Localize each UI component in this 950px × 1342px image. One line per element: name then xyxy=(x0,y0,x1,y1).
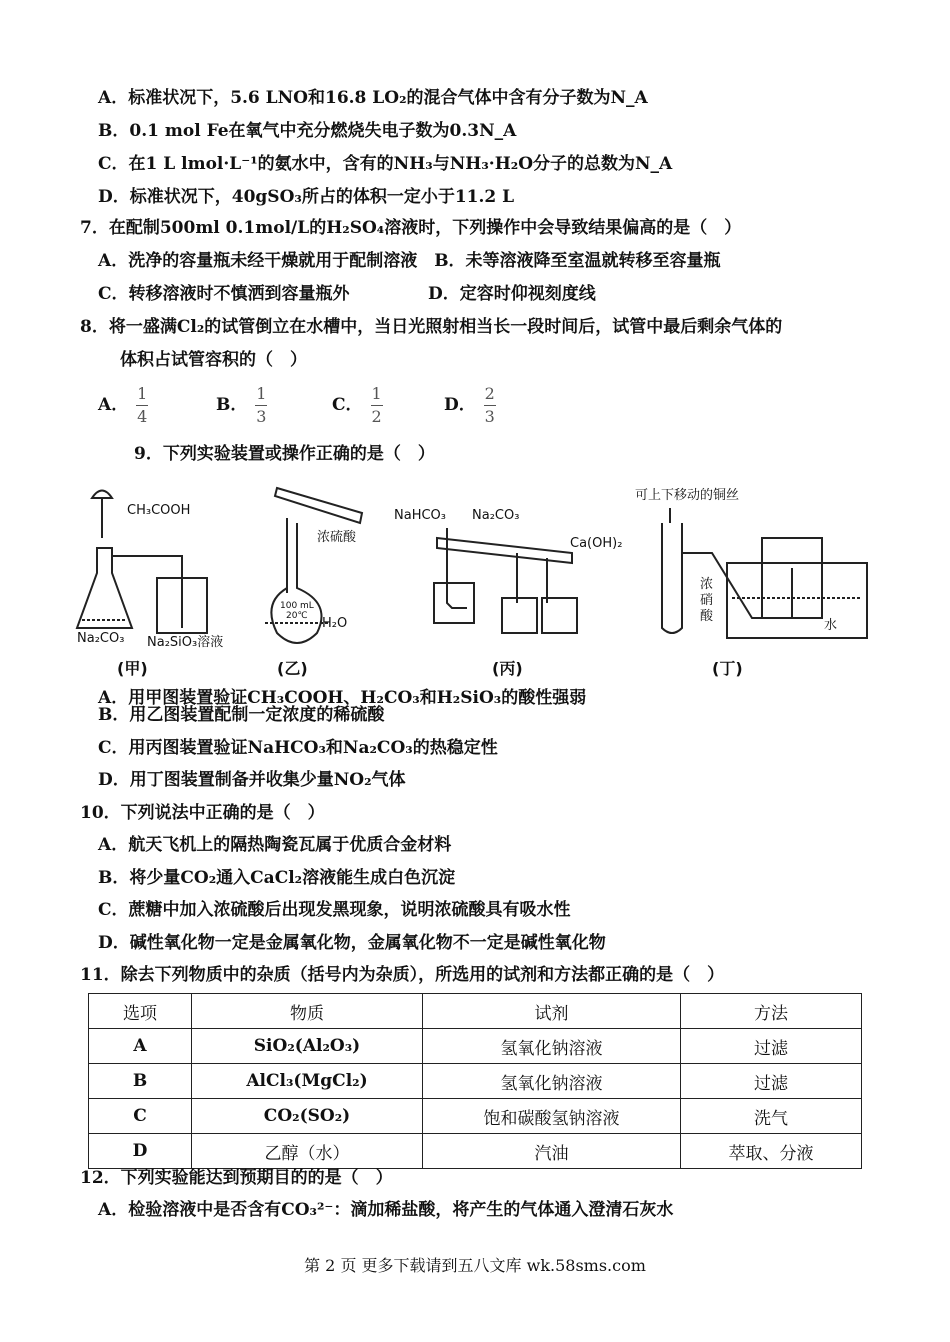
q11-table xyxy=(88,993,862,1169)
q8-option-b: B． $\frac{1}{3}$ xyxy=(216,384,267,426)
q6-option-d: D．标准状况下，40gSO₃所占的体积一定小于11.2 L xyxy=(98,187,515,207)
cell: B xyxy=(89,1064,192,1099)
q10-stem: 10．下列说法中正确的是（ ） xyxy=(80,803,325,823)
label-nong: 浓 xyxy=(700,577,714,592)
cell: SiO₂(Al₂O₃) xyxy=(192,1029,423,1064)
cell: 洗气 xyxy=(681,1099,862,1134)
label-xiao: 硝 xyxy=(700,593,714,608)
label-suan: 酸 xyxy=(700,609,714,624)
header-reagent: 试剂 xyxy=(423,994,681,1029)
q10-option-b: B．将少量CO₂通入CaCl₂溶液能生成白色沉淀 xyxy=(98,868,456,888)
header-method: 方法 xyxy=(681,994,862,1029)
q10-option-d: D．碱性氧化物一定是金属氧化物，金属氧化物不一定是碱性氧化物 xyxy=(98,933,606,953)
cell: 汽油 xyxy=(423,1134,681,1169)
q10-option-a: A．航天飞机上的隔热陶瓷瓦属于优质合金材料 xyxy=(98,835,452,855)
table-row xyxy=(89,1029,862,1064)
q9-option-d: D．用丁图装置制备并收集少量NO₂气体 xyxy=(98,770,406,790)
cell: AlCl₃(MgCl₂) xyxy=(192,1064,423,1099)
cell: CO₂(SO₂) xyxy=(192,1099,423,1134)
q9-option-b: B．用乙图装置配制一定浓度的稀硫酸 xyxy=(98,705,385,725)
q8-stem-line2: 体积占试管容积的（ ） xyxy=(120,350,307,370)
cell: 乙醇（水） xyxy=(192,1134,423,1169)
fraction: $\frac{1}{4}$ xyxy=(137,384,148,426)
q7-stem: 7．在配制500ml 0.1mol/L的H₂SO₄溶液时，下列操作中会导致结果偏高的是（ ） xyxy=(80,218,742,238)
q12-option-a: A．检验溶液中是否含有CO₃²⁻：滴加稀盐酸，将产生的气体通入澄清石灰水 xyxy=(98,1200,674,1220)
label-copper-wire: 可上下移动的铜丝 xyxy=(635,488,740,503)
label-100ml: 100 mL xyxy=(280,601,314,611)
cell: C xyxy=(89,1099,192,1134)
cell: 饱和碳酸氢钠溶液 xyxy=(423,1099,681,1134)
cell: D xyxy=(89,1134,192,1169)
caption-ding: (丁) xyxy=(712,659,743,678)
label-caoh2: Ca(OH)₂ xyxy=(570,536,623,551)
fraction: $\frac{2}{3}$ xyxy=(484,384,495,426)
q9-option-a: A．用甲图装置验证CH₃COOH、H₂CO₃和H₂SiO₃的酸性强弱 xyxy=(98,688,587,708)
q7-option-ab: A．洗净的容量瓶未经干燥就用于配制溶液 B．未等溶液降至室温就转移至容量瓶 xyxy=(98,251,721,271)
fraction: $\frac{1}{2}$ xyxy=(371,384,382,426)
q9-option-c: C．用丙图装置验证NaHCO₃和Na₂CO₃的热稳定性 xyxy=(98,738,498,758)
cell: 氢氧化钠溶液 xyxy=(423,1029,681,1064)
q8-option-a: A． $\frac{1}{4}$ xyxy=(98,384,148,426)
table-row xyxy=(89,1099,862,1134)
label-h2o: H₂O xyxy=(322,616,348,631)
label-conc-h2so4: 浓硫酸 xyxy=(317,530,357,545)
cell: 氢氧化钠溶液 xyxy=(423,1064,681,1099)
label-na2co3-bing: Na₂CO₃ xyxy=(472,508,520,523)
q9-stem: 9．下列实验装置或操作正确的是（ ） xyxy=(134,444,435,464)
caption-bing: (丙) xyxy=(492,659,523,678)
q8-option-c: C． $\frac{1}{2}$ xyxy=(332,384,382,426)
cell: A xyxy=(89,1029,192,1064)
q6-option-a: A．标准状况下，5.6 LNO和16.8 LO₂的混合气体中含有分子数为N_A xyxy=(98,88,648,108)
page-footer: 第 2 页 更多下载请到五八文库 wk.58sms.com xyxy=(304,1256,646,1275)
label-ch3cooh: CH₃COOH xyxy=(127,503,191,518)
q6-option-c: C．在1 L lmol·L⁻¹的氨水中，含有的NH₃与NH₃·H₂O分子的总数为N_A xyxy=(98,154,673,174)
label-na2sio3: Na₂SiO₃溶液 xyxy=(147,635,224,650)
q8-option-d: D． $\frac{2}{3}$ xyxy=(444,384,495,426)
apparatus-figure xyxy=(72,478,872,683)
q12-stem: 12．下列实验能达到预期目的的是（ ） xyxy=(80,1168,393,1188)
table-header-row xyxy=(89,994,862,1029)
header-option: 选项 xyxy=(89,994,192,1029)
fraction: $\frac{1}{3}$ xyxy=(256,384,267,426)
header-substance: 物质 xyxy=(192,994,423,1029)
cell: 过滤 xyxy=(681,1064,862,1099)
q10-option-c: C．蔗糖中加入浓硫酸后出现发黑现象，说明浓硫酸具有吸水性 xyxy=(98,900,571,920)
cell: 过滤 xyxy=(681,1029,862,1064)
q7-option-d: D．定容时仰视刻度线 xyxy=(428,284,596,304)
caption-yi: (乙) xyxy=(277,659,308,678)
label-nahco3: NaHCO₃ xyxy=(394,508,446,523)
label-water: 水 xyxy=(824,618,838,633)
q7-option-c: C．转移溶液时不慎洒到容量瓶外 xyxy=(98,284,350,304)
table-row xyxy=(89,1064,862,1099)
q8-stem-line1: 8．将一盛满Cl₂的试管倒立在水槽中，当日光照射相当长一段时间后，试管中最后剩余气体的 xyxy=(80,317,783,337)
label-20c: 20℃ xyxy=(286,611,308,621)
cell: 萃取、分液 xyxy=(681,1134,862,1169)
q6-option-b: B．0.1 mol Fe在氧气中充分燃烧失电子数为0.3N_A xyxy=(98,121,517,141)
q11-stem: 11．除去下列物质中的杂质（括号内为杂质），所选用的试剂和方法都正确的是（ ） xyxy=(80,965,725,985)
table-row xyxy=(89,1134,862,1169)
label-na2co3: Na₂CO₃ xyxy=(77,631,125,646)
caption-jia: (甲) xyxy=(117,659,148,678)
